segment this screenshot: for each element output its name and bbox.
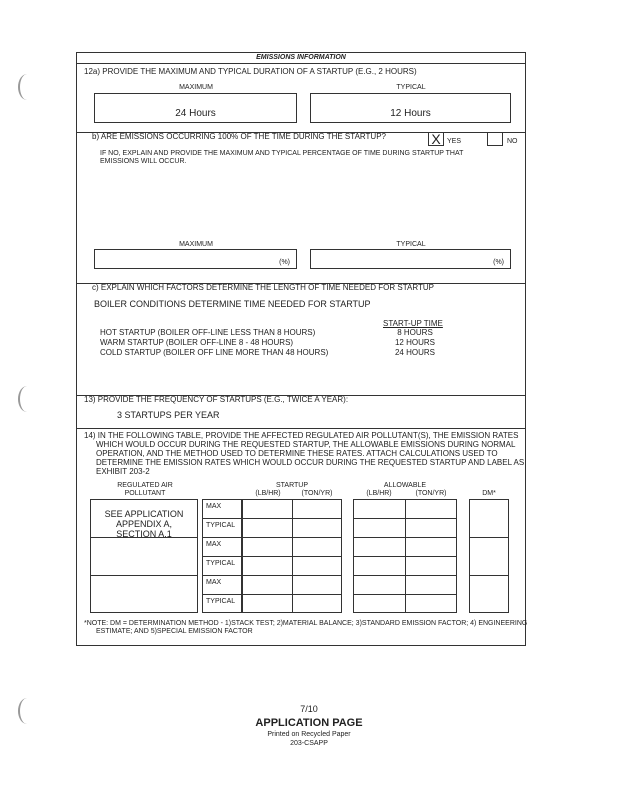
q12a-max-value: 24 Hours [175, 108, 216, 119]
dm-column[interactable] [469, 499, 509, 613]
q12b-followup-line2: EMISSIONS WILL OCCUR. [100, 158, 187, 165]
q12a-typ-value: 12 Hours [390, 108, 431, 119]
col-startup: STARTUP [275, 482, 309, 489]
pct-unit: (%) [493, 259, 504, 266]
q14-line3: OPERATION, AND THE METHOD USED TO DETERMINE THESE RATES. ATTACH CALCULATIONS USED TO [96, 449, 498, 458]
q12c-text: c) EXPLAIN WHICH FACTORS DETERMINE THE LENGTH OF TIME NEEDED FOR STARTUP [92, 283, 434, 292]
row-divider [353, 594, 457, 595]
q12b-max-field[interactable] [94, 249, 297, 269]
row-divider [242, 556, 342, 557]
q12a-typ-field[interactable] [310, 93, 511, 123]
row-label: MAX [206, 579, 222, 586]
row-divider [202, 518, 242, 519]
yes-checkbox[interactable] [428, 132, 444, 146]
row-divider [242, 537, 342, 538]
unit-lbhr: (LB/HR) [366, 490, 392, 497]
startup-row-label: HOT STARTUP (BOILER OFF-LINE LESS THAN 8 HOURS) [100, 328, 316, 337]
row-divider [202, 556, 242, 557]
pollutant-text: SECTION A.1 [116, 529, 172, 539]
yes-label: YES [447, 138, 462, 145]
row-divider [353, 556, 457, 557]
no-label: NO [507, 138, 518, 145]
q14-line5: EXHIBIT 203-2 [96, 467, 150, 476]
row-label: MAX [206, 541, 222, 548]
unit-lbhr: (LB/HR) [255, 490, 281, 497]
q12b-followup-line1: IF NO, EXPLAIN AND PROVIDE THE MAXIMUM AND TYPICAL PERCENTAGE OF TIME DURING STARTUP THAT [100, 150, 464, 157]
note-line1: *NOTE: DM = DETERMINATION METHOD - 1)STACK TEST; 2)MATERIAL BALANCE; 3)STANDARD EMISSION FACTOR; 4) ENGINEERING [84, 620, 528, 627]
row-divider [469, 575, 509, 576]
row-divider [202, 594, 242, 595]
row-divider [242, 518, 342, 519]
row-divider [202, 537, 242, 538]
row-divider [202, 575, 242, 576]
startup-row-label: WARM STARTUP (BOILER OFF-LINE 8 - 48 HOURS) [100, 338, 294, 347]
q14-line1: 14) IN THE FOLLOWING TABLE, PROVIDE THE AFFECTED REGULATED AIR POLLUTANT(S), THE EMISSION RATES [84, 431, 519, 440]
row-divider [353, 518, 457, 519]
divider [76, 428, 526, 429]
row-label: MAX [206, 503, 222, 510]
row-divider [353, 537, 457, 538]
q12a-max-field[interactable] [94, 93, 297, 123]
row-label: TYPICAL [206, 598, 236, 605]
col-pollutant-1: REGULATED AIR [117, 482, 173, 489]
row-divider [242, 575, 342, 576]
q14-line2: WHICH WOULD OCCUR DURING THE REQUESTED STARTUP, THE ALLOWABLE EMISSIONS DURING NORMAL [96, 440, 516, 449]
q12b-typ-label: TYPICAL [396, 241, 426, 248]
binder-hole-mark [18, 386, 36, 412]
startup-row-time: 12 HOURS [394, 338, 435, 347]
unit-tonyr: (TON/YR) [301, 490, 333, 497]
col-pollutant-2: POLLUTANT [124, 490, 166, 497]
page-number: 7/10 [300, 704, 318, 714]
section-title: EMISSIONS INFORMATION [256, 54, 346, 61]
startup-row-time: 24 HOURS [394, 348, 435, 357]
binder-hole-mark [18, 74, 36, 100]
q12a-max-label: MAXIMUM [179, 84, 213, 91]
q13-answer: 3 STARTUPS PER YEAR [117, 410, 220, 420]
q12c-answer: BOILER CONDITIONS DETERMINE TIME NEEDED FOR STARTUP [94, 299, 371, 309]
startup-time-header: START-UP TIME [383, 319, 443, 328]
unit-tonyr: (TON/YR) [415, 490, 447, 497]
q12a-typ-label: TYPICAL [396, 84, 426, 91]
q12b-max-label: MAXIMUM [179, 241, 213, 248]
q14-line4: DETERMINE THE EMISSION RATES WHICH WOULD OCCUR DURING THE REQUESTED STARTUP AND LABEL AS [96, 458, 525, 467]
col-dm: DM* [482, 490, 496, 497]
pollutant-text: SEE APPLICATION [104, 509, 184, 519]
divider [76, 63, 526, 64]
no-checkbox[interactable] [487, 132, 503, 146]
q13-text: 13) PROVIDE THE FREQUENCY OF STARTUPS (E.G., TWICE A YEAR): [84, 395, 349, 404]
footer-form-id: 203-CSAPP [290, 740, 328, 747]
yes-check-mark: X [431, 131, 441, 147]
row-divider [242, 594, 342, 595]
q12b-text: b) ARE EMISSIONS OCCURRING 100% OF THE TIME DURING THE STARTUP? [92, 132, 386, 141]
note-line2: ESTIMATE; AND 5)SPECIAL EMISSION FACTOR [96, 628, 253, 635]
startup-row-label: COLD STARTUP (BOILER OFF LINE MORE THAN 48 HOURS) [100, 348, 329, 357]
row-divider [90, 575, 198, 576]
row-divider [353, 575, 457, 576]
col-allowable: ALLOWABLE [383, 482, 427, 489]
row-label: TYPICAL [206, 522, 236, 529]
row-label: TYPICAL [206, 560, 236, 567]
startup-row-time: 8 HOURS [397, 328, 433, 337]
q12b-typ-field[interactable] [310, 249, 511, 269]
pct-unit: (%) [279, 259, 290, 266]
footer-title: APPLICATION PAGE [255, 717, 363, 729]
row-divider [469, 537, 509, 538]
pollutant-text: APPENDIX A, [115, 519, 173, 529]
q12a-text: 12a) PROVIDE THE MAXIMUM AND TYPICAL DURATION OF A STARTUP (E.G., 2 HOURS) [84, 67, 417, 76]
footer-printed: Printed on Recycled Paper [267, 731, 351, 738]
